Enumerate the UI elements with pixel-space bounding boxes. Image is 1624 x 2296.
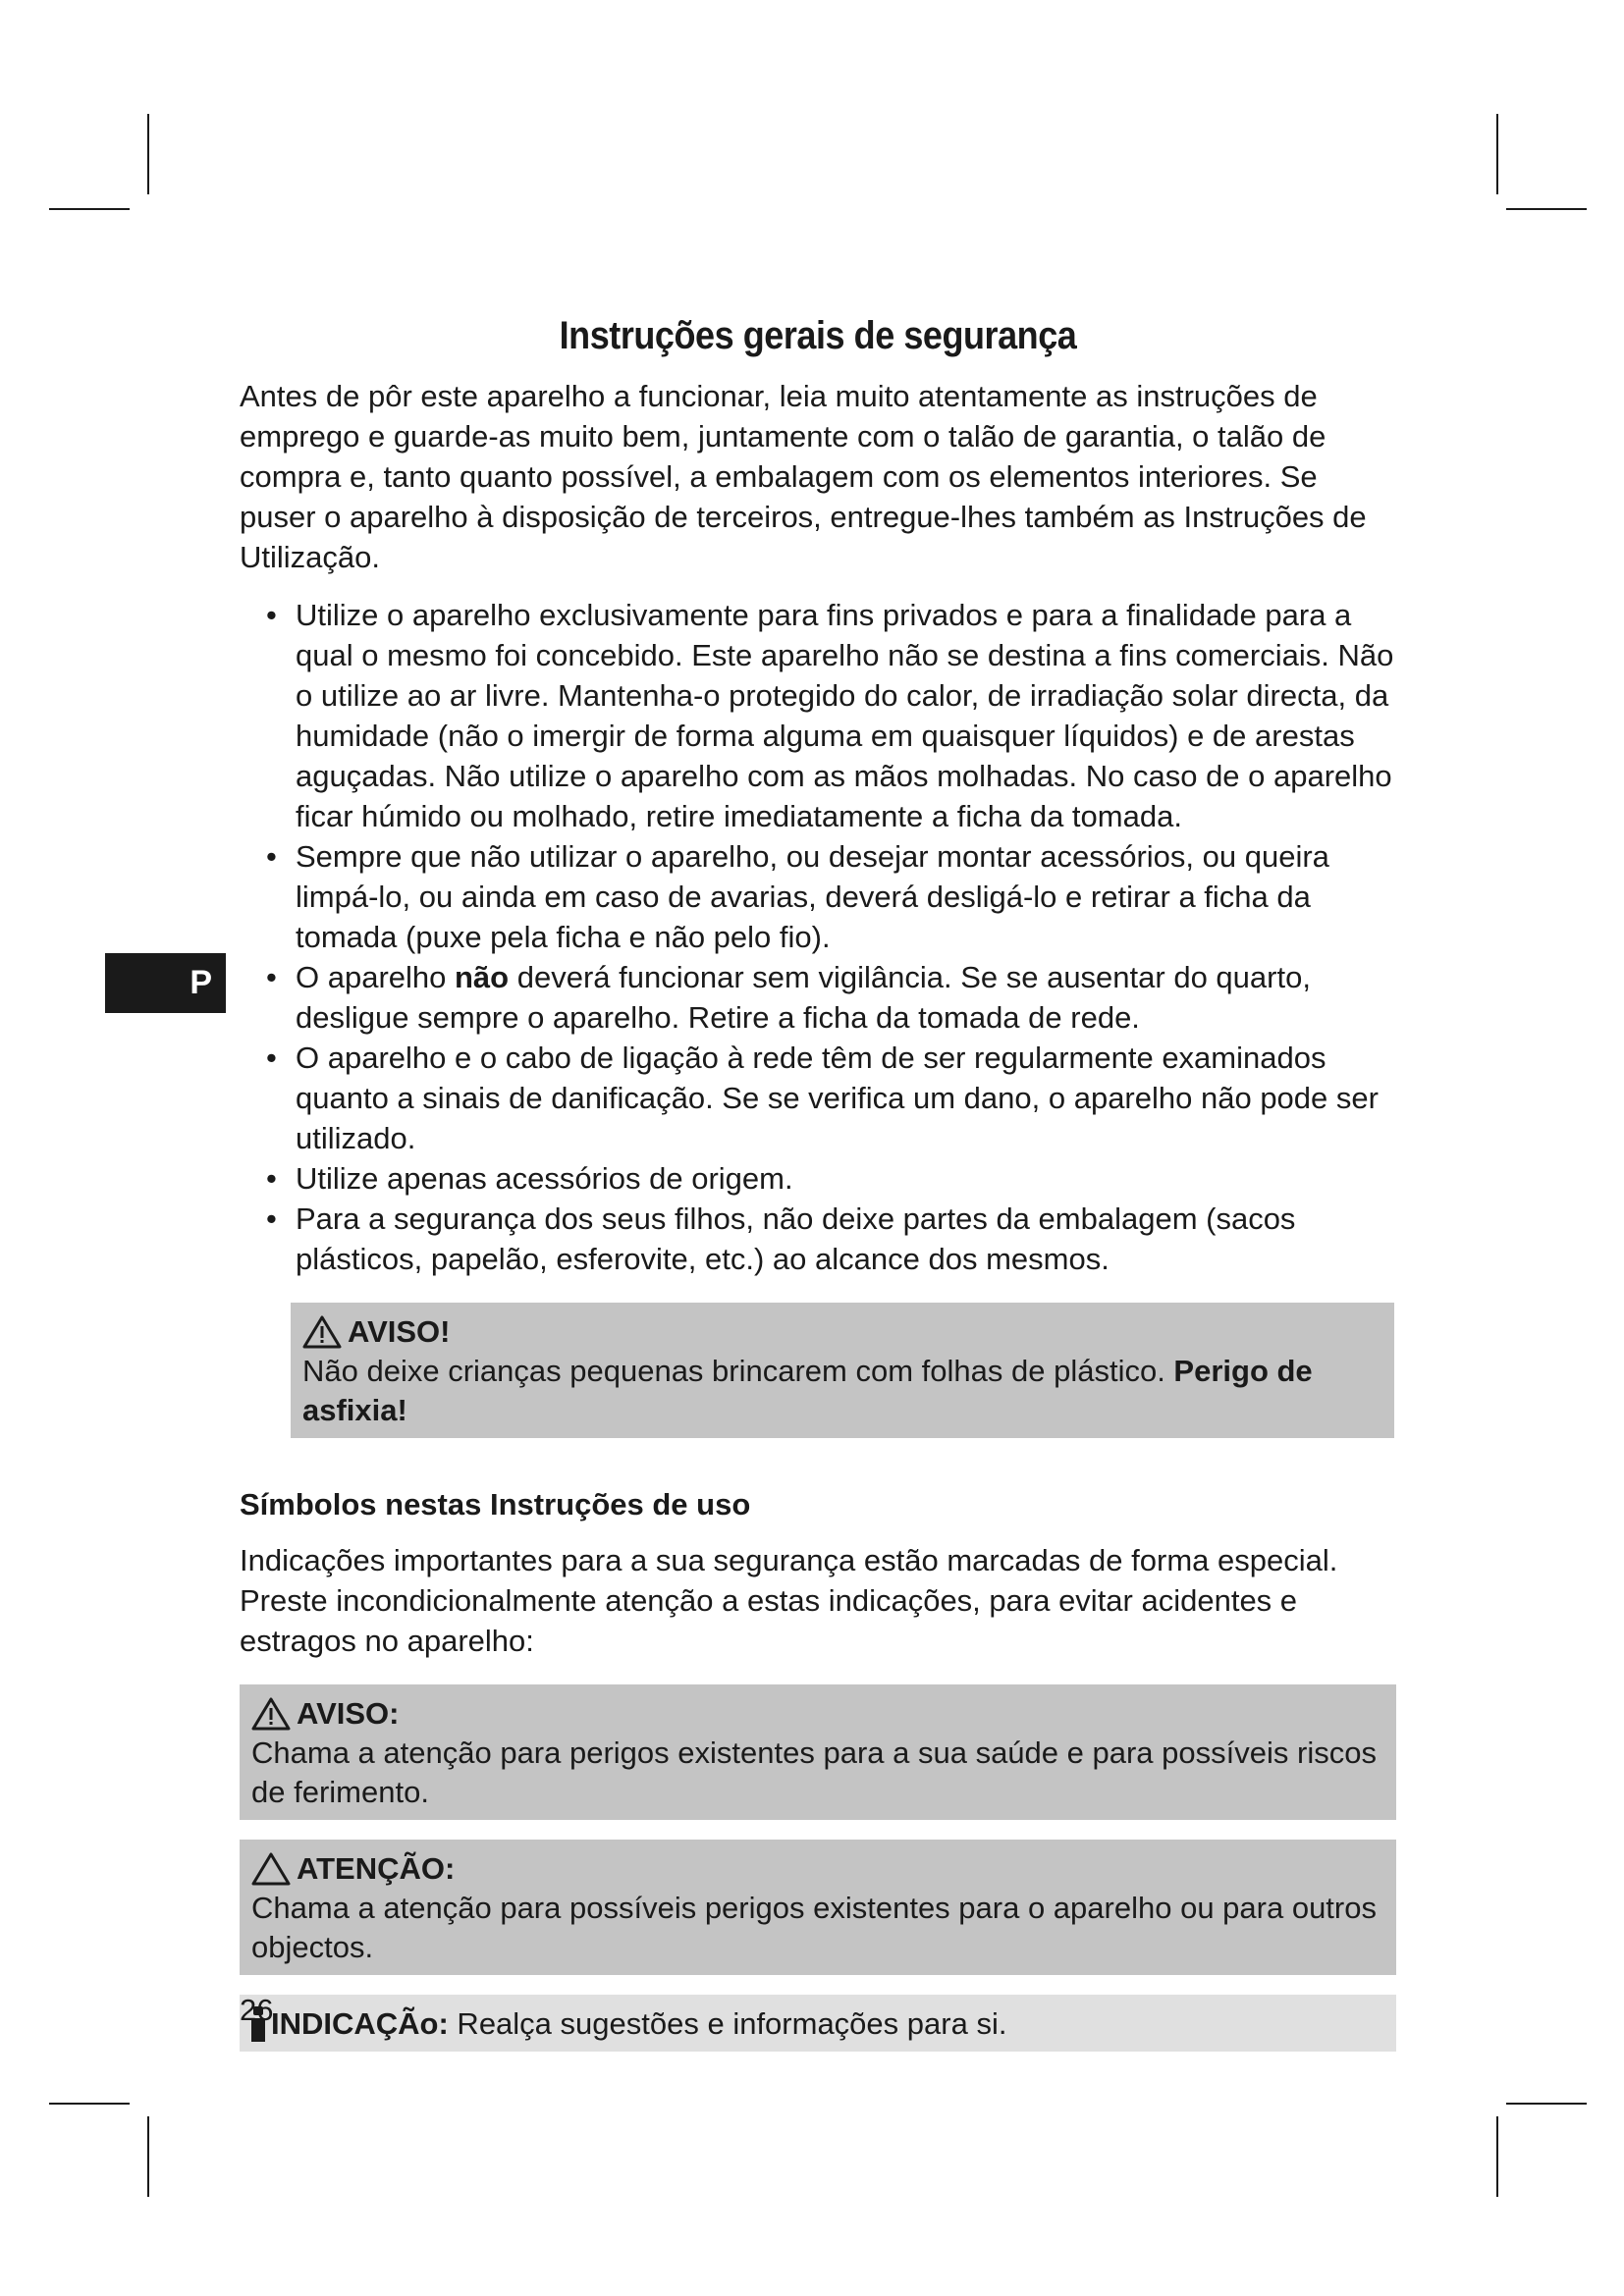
language-tab (105, 953, 226, 1013)
list-item: • O aparelho e o cabo de ligação à rede têm de ser regularmente examinados quanto a sinais de danificação. Se se verifica um dano, o aparelho não pode ser utilizado. (266, 1041, 1379, 1155)
crop-mark-bottom-right-vertical (1496, 2116, 1498, 2197)
aviso-text: Chama a atenção para perigos existentes para a sua saúde e para possíveis riscos de ferimento. (251, 1735, 1377, 1809)
crop-mark-top-left-vertical (147, 114, 149, 194)
crop-mark-top-left-horizontal (49, 208, 130, 210)
atencao-box (240, 1840, 1396, 1975)
list-item-text: Para a segurança dos seus filhos, não deixe partes da embalagem (sacos plásticos, papelão, esferovite, etc.) ao alcance dos mesmos. (296, 1201, 1296, 1276)
crop-mark-bottom-left-horizontal (49, 2103, 130, 2105)
warning-text-bold: Perigo de asfixia! (302, 1354, 1313, 1427)
intro-paragraph: Antes de pôr este aparelho a funcionar, leia muito atentamente as instruções de emprego e guarde-as muito bem, juntamente com o talão de garantia, o talão de compra e, tanto quanto possível, a embalagem com os elementos interiores. Se puser o aparelho à disposição de terceiros, entregue-lhes também as Instruções de Utilização. (240, 379, 1367, 574)
list-item: • Sempre que não utilizar o aparelho, ou desejar montar acessórios, ou queira limpá-lo, ou ainda em caso de avarias, deverá desligá-lo e retirar a ficha da tomada (puxe pela ficha e não pelo fio). (266, 839, 1329, 954)
language-tab-label: P (189, 964, 212, 1001)
page-number: 26 (240, 1993, 274, 2027)
warning-box-asphyxia (291, 1303, 1394, 1438)
crop-mark-bottom-left-vertical (147, 2116, 149, 2197)
warning-body (302, 1352, 1382, 1430)
warning-heading-label: AVISO! (348, 1314, 451, 1349)
aviso-box (240, 1684, 1396, 1820)
list-item-text: Sempre que não utilizar o aparelho, ou desejar montar acessórios, ou queira limpá-lo, ou ainda em caso de avarias, deverá desligá-lo e retirar a ficha da tomada (puxe pela ficha e não pelo fio). (296, 839, 1329, 954)
indicacao-text: Realça sugestões e informações para si. (448, 2006, 1007, 2041)
warning-triangle-icon (251, 1697, 291, 1731)
list-item: • Para a segurança dos seus filhos, não deixe partes da embalagem (sacos plásticos, papelão, esferovite, etc.) ao alcance dos mesmos. (266, 1201, 1296, 1276)
page-content (240, 314, 1396, 2052)
caution-triangle-icon (251, 1852, 291, 1886)
list-item-text: Utilize apenas acessórios de origem. (296, 1161, 793, 1196)
crop-mark-top-right-horizontal (1506, 208, 1587, 210)
list-item-text: O aparelho e o cabo de ligação à rede têm de ser regularmente examinados quanto a sinais de danificação. Se se verifica um dano, o aparelho não pode ser utilizado. (296, 1041, 1379, 1155)
symbols-intro: Indicações importantes para a sua segurança estão marcadas de forma especial. Preste incondicionalmente atenção a estas indicações, para evitar acidentes e estragos no aparelho: (240, 1543, 1338, 1658)
list-item-text: Utilize o aparelho exclusivamente para fins privados e para a finalidade para a qual o mesmo foi concebido. Este aparelho não se destina a fins comerciais. Não o utilize ao ar livre. Mantenha-o protegido do calor, de irradiação solar directa, da humidade (não o imergir de forma alguma em quaisquer líquidos) e de arestas aguçadas. Não utilize o aparelho com as mãos molhadas. No caso de o aparelho ficar húmido ou molhado, retire imediatamente a ficha da tomada. (296, 598, 1394, 833)
atencao-heading (251, 1849, 1384, 1889)
crop-mark-top-right-vertical (1496, 114, 1498, 194)
list-item-text-bold: não (455, 960, 510, 994)
list-item: • Utilize o aparelho exclusivamente para fins privados e para a finalidade para a qual o mesmo foi concebido. Este aparelho não se destina a fins comerciais. Não o utilize ao ar livre. Mantenha-o protegido do calor, de irradiação solar directa, da humidade (não o imergir de forma alguma em quaisquer líquidos) e de arestas aguçadas. Não utilize o aparelho com as mãos molhadas. No caso de o aparelho ficar húmido ou molhado, retire imediatamente a ficha da tomada. (266, 598, 1394, 833)
warning-heading (302, 1312, 1382, 1352)
list-item-text-after: deverá funcionar sem vigilância. Se se ausentar do quarto, desligue sempre o aparelho. Retire a ficha da tomada de rede. (296, 960, 1311, 1035)
safety-list (240, 595, 1396, 1279)
aviso-heading (251, 1694, 1384, 1734)
aviso-heading-label: AVISO: (297, 1696, 400, 1731)
list-item: • O aparelho não deverá funcionar sem vigilância. Se se ausentar do quarto, desligue sempre o aparelho. Retire a ficha da tomada de rede. (266, 960, 1311, 1035)
indicacao-box (240, 1995, 1396, 2052)
warning-triangle-icon (302, 1315, 342, 1349)
atencao-text: Chama a atenção para possíveis perigos existentes para o aparelho ou para outros objectos. (251, 1891, 1377, 1964)
list-item: • Utilize apenas acessórios de origem. (266, 1161, 793, 1196)
warning-text: Não deixe crianças pequenas brincarem com folhas de plástico. (302, 1354, 1174, 1388)
atencao-heading-label: ATENÇÃO: (297, 1851, 456, 1886)
crop-mark-bottom-right-horizontal (1506, 2103, 1587, 2105)
page-title: Instruções gerais de segurança (559, 314, 1077, 357)
symbols-heading: Símbolos nestas Instruções de uso (240, 1487, 751, 1522)
list-item-text-before: O aparelho (296, 960, 455, 994)
indicacao-line (251, 2004, 1384, 2044)
indicacao-heading: INDICAÇÃo: (271, 2006, 449, 2041)
